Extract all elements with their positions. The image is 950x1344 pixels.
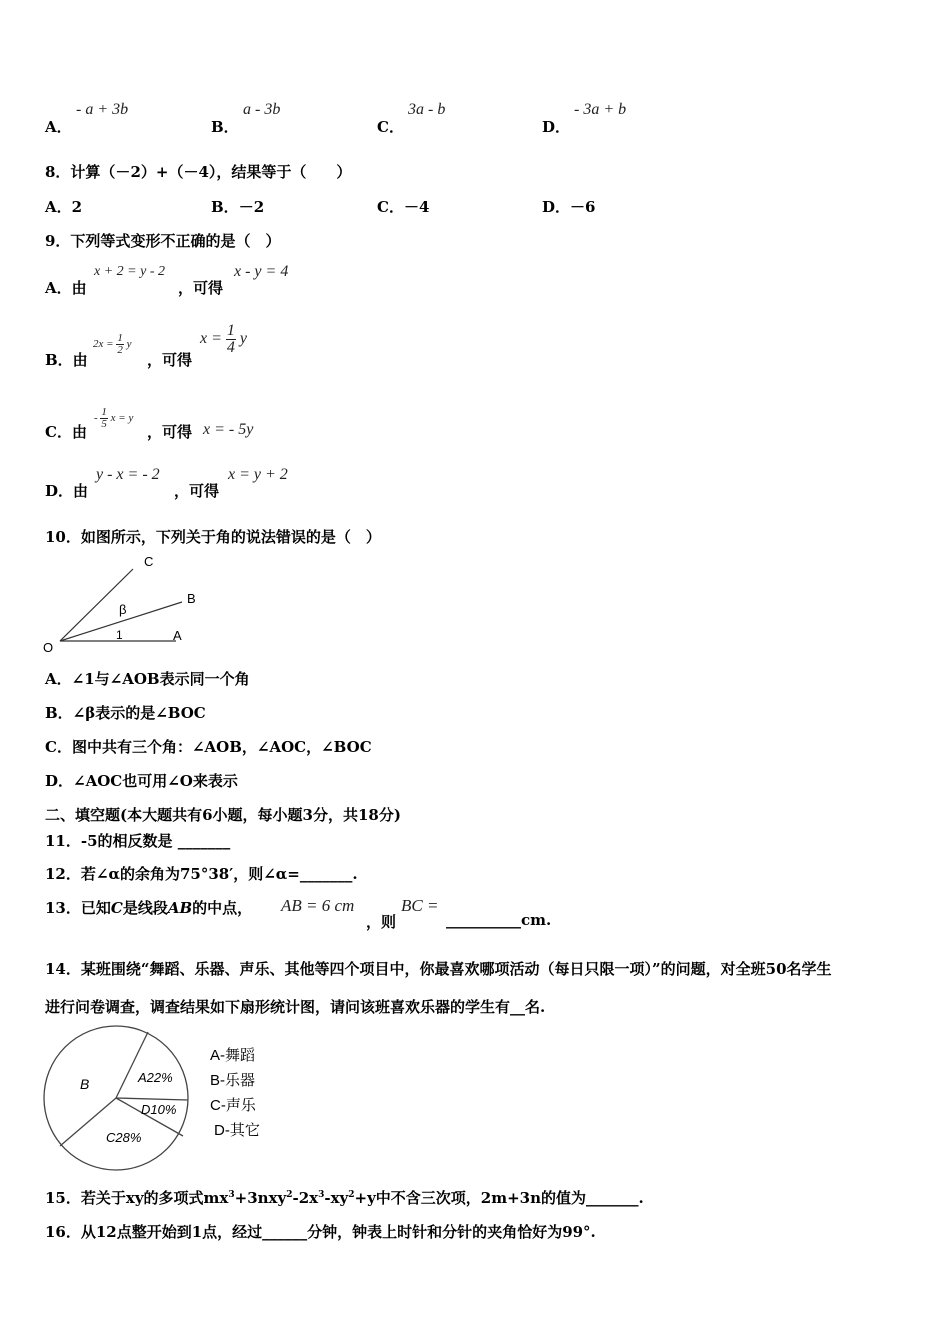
label-b: B [187, 591, 196, 606]
q9-d-mid: ，可得 [174, 482, 220, 500]
q9-b-to [200, 323, 247, 356]
q9-c-mid: ，可得 [147, 423, 193, 441]
q8-option-b-label: B． [211, 198, 239, 216]
q9-c-label: C．由 [45, 423, 87, 441]
label-beta: β [119, 602, 127, 617]
label-o: O [43, 640, 54, 655]
q12: 12．若∠α的余角为75°38′，则∠α=_______. [45, 865, 358, 883]
label-a: A [173, 628, 182, 643]
q8-option-a-value: 2 [71, 198, 83, 216]
q15-part4: -xy [324, 1189, 349, 1207]
q9-b-from-var: y [126, 338, 132, 351]
q10-option-a: A．∠1与∠AOB表示同一个角 [45, 670, 250, 688]
q8-option-c-value: －4 [403, 198, 430, 216]
q9-b-from-fraction [116, 333, 124, 356]
q9-d-from: y - x = - 2 [96, 466, 160, 483]
q7-option-b-expr: a - 3b [243, 101, 281, 118]
pie-label-b: B [80, 1076, 90, 1092]
q13-mid2: 的中点， [192, 899, 253, 917]
q9-c-from-fraction [100, 407, 108, 430]
q7-option-d-expr: - 3a + b [574, 101, 627, 118]
pie-chart [40, 1024, 280, 1174]
q9-b-label: B．由 [45, 351, 88, 369]
q9-stem: 9．下列等式变形不正确的是（ ） [45, 232, 281, 250]
q7-option-c-label: C． [377, 118, 404, 136]
q7-option-a-expr: - a + 3b [76, 101, 129, 118]
q7-option-d-label: D． [542, 118, 571, 136]
q15-exp3: 3 [318, 1190, 325, 1200]
pie-divider-1 [116, 1032, 148, 1098]
q16: 16．从12点整开始到1点，经过______分钟，钟表上时针和分针的夹角恰好为99°. [45, 1223, 596, 1241]
q15 [45, 1187, 644, 1208]
q9-c-from-right: x = y [110, 412, 134, 425]
q9-a-from: x + 2 = y - 2 [94, 264, 165, 279]
q8-option-d-label: D． [542, 198, 571, 216]
q14-line1: 14．某班围绕“舞蹈、乐器、声乐、其他等四个项目中，你最喜欢哪项活动（每日只限一项）”的问题，对全班50名学生 [45, 960, 832, 978]
q8-option-c [377, 196, 429, 217]
q10-option-d: D．∠AOC也可用∠O来表示 [45, 772, 238, 790]
q9-b-from-denominator: 2 [117, 344, 123, 356]
q15-part3: -2x [292, 1189, 319, 1207]
q9-a-mid: ，可得 [178, 279, 224, 297]
q15-exp2: 2 [286, 1190, 293, 1200]
q13-prefix: 13．已知 [45, 899, 111, 917]
q13-tail: __________cm. [446, 911, 552, 929]
q13-mid1: 是线段 [122, 899, 168, 917]
q9-b-to-var: y [239, 330, 248, 348]
q7-option-c-expr: 3a - b [408, 101, 446, 118]
legend-item-d: D-其它 [214, 1122, 260, 1139]
q9-b-from-left: 2x = [93, 338, 114, 351]
q10-option-c: C．图中共有三个角：∠AOB，∠AOC，∠BOC [45, 738, 372, 756]
q9-b-to-left: x = [200, 330, 222, 348]
q9-c-from [94, 407, 133, 430]
q10-option-b: B．∠β表示的是∠BOC [45, 704, 206, 722]
legend-item-b: B-乐器 [210, 1072, 256, 1089]
q9-b-to-fraction [226, 323, 236, 356]
q9-d-label: D．由 [45, 482, 89, 500]
q15-part1: 15．若关于xy的多项式mx [45, 1189, 229, 1207]
q8-option-d [542, 196, 595, 217]
q8-option-a-label: A． [45, 198, 72, 216]
q9-c-from-numerator: 1 [101, 406, 107, 418]
q8-option-b [211, 196, 264, 217]
q9-b-mid: ，可得 [147, 351, 193, 369]
q15-exp4: 2 [348, 1190, 355, 1200]
q14-line2: 进行问卷调查，调查结果如下扇形统计图，请问该班喜欢乐器的学生有__名. [45, 998, 546, 1016]
q8-stem: 8．计算（－2）+（－4），结果等于（ ） [45, 163, 352, 181]
q9-c-from-denominator: 5 [101, 418, 107, 430]
q13-segment-ab: AB [167, 899, 193, 917]
q8-option-a [45, 196, 82, 217]
q7-option-b-label: B． [211, 118, 239, 136]
q9-c-from-sign: - [94, 412, 98, 425]
q9-b-from [93, 333, 131, 356]
q13 [45, 897, 252, 918]
q15-part2: +3nxy [234, 1189, 287, 1207]
legend-item-a: A-舞蹈 [210, 1047, 256, 1064]
pie-label-c: C28% [106, 1130, 142, 1145]
legend-item-c: C-声乐 [210, 1097, 256, 1114]
q13-point-c: C [110, 899, 123, 917]
label-c: C [144, 554, 154, 569]
q10-stem: 10．如图所示，下列关于角的说法错误的是（ ） [45, 528, 381, 546]
q13-mid3: ，则 [366, 913, 397, 931]
pie-divider-2 [116, 1098, 188, 1100]
q8-option-d-value: －6 [570, 198, 596, 216]
q13-expr2: BC = [401, 896, 439, 915]
q15-exp1: 3 [228, 1190, 235, 1200]
pie-label-a: A22% [138, 1070, 173, 1085]
q8-option-b-value: －2 [238, 198, 265, 216]
q7-option-a-label: A． [45, 118, 72, 136]
q9-d-to: x = y + 2 [228, 466, 288, 483]
q13-expr1: AB = 6 cm [281, 896, 355, 915]
q11: 11．-5的相反数是 _______ [45, 832, 231, 850]
pie-label-d: D10% [141, 1102, 177, 1117]
q9-b-to-denominator: 4 [226, 339, 235, 356]
angle-figure [40, 552, 220, 656]
q9-b-from-numerator: 1 [117, 332, 123, 344]
q9-a-label: A．由 [45, 279, 87, 297]
section-title: 二、填空题(本大题共有6小题，每小题3分，共18分) [45, 806, 401, 824]
q9-c-to: x = - 5y [203, 421, 254, 438]
label-angle-1: 1 [116, 628, 123, 642]
q8-option-c-label: C． [377, 198, 404, 216]
q9-b-to-numerator: 1 [226, 322, 235, 339]
q15-part5: +y中不含三次项，2m+3n的值为_______. [354, 1189, 644, 1207]
q9-a-to: x - y = 4 [234, 263, 289, 280]
